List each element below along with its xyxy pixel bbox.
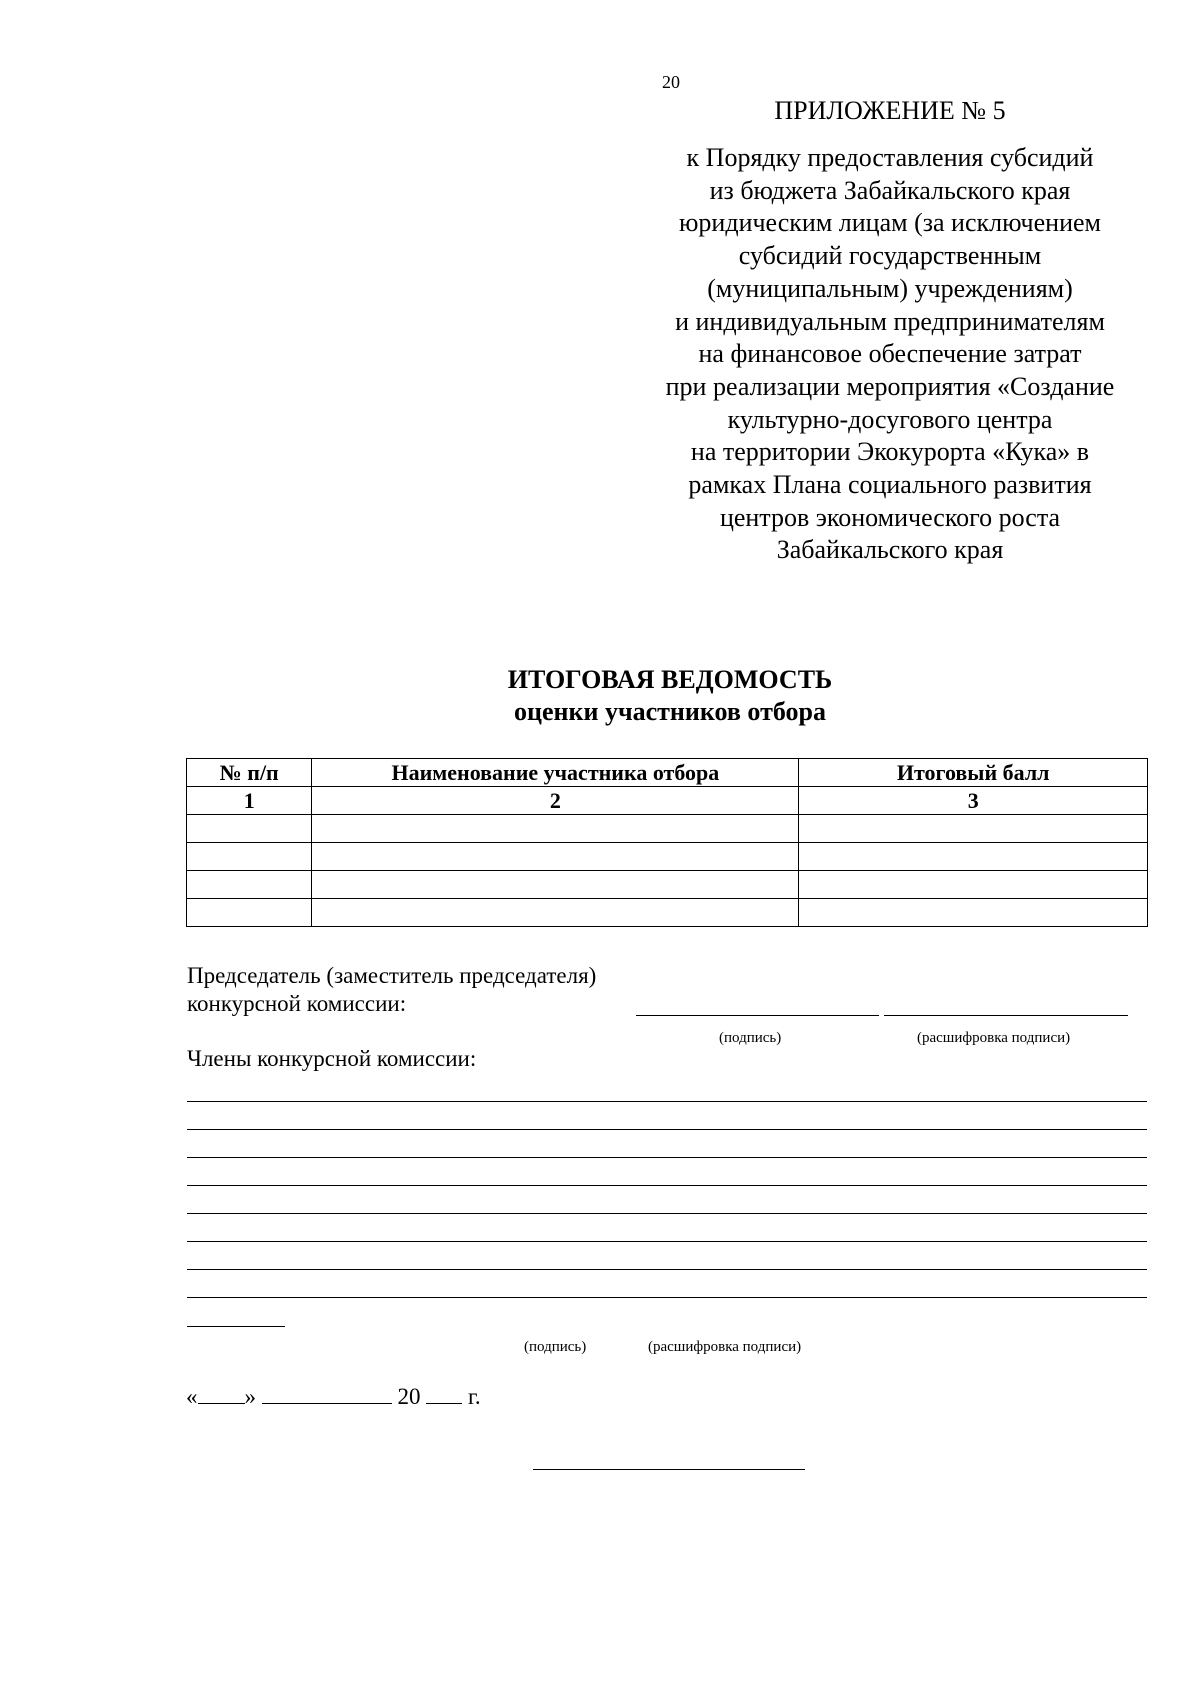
header-participant-name: Наименование участника отбора bbox=[312, 759, 799, 787]
document-subtitle: оценки участников отбора bbox=[514, 697, 826, 726]
member-signature-line[interactable] bbox=[187, 1101, 1147, 1102]
chair-label bbox=[187, 962, 596, 1018]
month-blank[interactable] bbox=[262, 1383, 392, 1404]
appendix-line: при реализации мероприятия «Создание bbox=[665, 371, 1115, 401]
appendix-line: (муниципальным) учреждениям) bbox=[707, 273, 1073, 303]
member-signature-line[interactable] bbox=[187, 1185, 1147, 1186]
table-cell[interactable] bbox=[312, 815, 799, 843]
chair-decoding-line[interactable] bbox=[884, 1015, 1128, 1016]
bottom-line bbox=[533, 1469, 805, 1470]
table-cell[interactable] bbox=[312, 843, 799, 871]
table-row bbox=[187, 899, 1148, 927]
table-cell[interactable] bbox=[187, 871, 312, 899]
members-label: Члены конкурсной комиссии: bbox=[187, 1046, 477, 1071]
date-line bbox=[186, 1383, 481, 1410]
chair-label-line: Председатель (заместитель председателя) bbox=[187, 963, 597, 988]
member-signature-line[interactable] bbox=[187, 1213, 1147, 1214]
page-number: 20 bbox=[662, 72, 680, 92]
year-blank[interactable] bbox=[426, 1383, 462, 1404]
column-number: 1 bbox=[187, 787, 312, 815]
member-signature-line[interactable] bbox=[187, 1269, 1147, 1270]
day-blank[interactable] bbox=[198, 1383, 245, 1404]
member-signature-line[interactable] bbox=[187, 1241, 1147, 1242]
year-suffix: г. bbox=[468, 1384, 481, 1409]
table-cell[interactable] bbox=[799, 815, 1148, 843]
appendix-title: ПРИЛОЖЕНИЕ № 5 bbox=[774, 96, 1006, 125]
score-table bbox=[186, 758, 1148, 927]
appendix-line: рамках Плана социального развития bbox=[688, 470, 1092, 500]
member-signature-caption: (подпись) bbox=[524, 1339, 587, 1355]
column-number: 3 bbox=[799, 787, 1148, 815]
chair-signature-caption: (подпись) bbox=[719, 1030, 782, 1046]
table-row bbox=[187, 815, 1148, 843]
chair-signature-line[interactable] bbox=[636, 1015, 879, 1016]
appendix-line: и индивидуальным предпринимателям bbox=[675, 306, 1105, 336]
header-number: № п/п bbox=[187, 759, 312, 787]
document-heading bbox=[340, 664, 1000, 728]
appendix-line: центров экономического роста bbox=[719, 502, 1061, 532]
table-cell[interactable] bbox=[799, 843, 1148, 871]
column-number: 2 bbox=[312, 787, 799, 815]
table-row bbox=[187, 871, 1148, 899]
member-signature-line[interactable] bbox=[187, 1297, 1147, 1298]
date-open-quote: « bbox=[186, 1384, 198, 1409]
member-signature-line[interactable] bbox=[187, 1157, 1147, 1158]
table-column-numbers-row bbox=[187, 787, 1148, 815]
appendix-line: к Порядку предоставления субсидий bbox=[686, 143, 1094, 172]
table-cell[interactable] bbox=[312, 871, 799, 899]
table-cell[interactable] bbox=[312, 899, 799, 927]
table-cell[interactable] bbox=[799, 899, 1148, 927]
appendix-line: юридическим лицам (за исключением bbox=[679, 208, 1101, 238]
appendix-line: на финансовое обеспечение затрат bbox=[698, 339, 1082, 369]
table-cell[interactable] bbox=[187, 815, 312, 843]
member-decoding-caption: (расшифровка подписи) bbox=[648, 1339, 802, 1355]
appendix-description bbox=[620, 142, 1160, 567]
chair-label-line: конкурсной комиссии: bbox=[187, 991, 407, 1016]
date-close-quote: » bbox=[244, 1384, 256, 1409]
header-total-score: Итоговый балл bbox=[799, 759, 1148, 787]
year-prefix: 20 bbox=[397, 1384, 421, 1409]
chair-decoding-caption: (расшифровка подписи) bbox=[917, 1030, 1071, 1046]
table-cell[interactable] bbox=[187, 899, 312, 927]
table-row bbox=[187, 843, 1148, 871]
appendix-line: из бюджета Забайкальского края bbox=[709, 175, 1071, 205]
table-cell[interactable] bbox=[799, 871, 1148, 899]
table-cell[interactable] bbox=[187, 843, 312, 871]
appendix-line: субсидий государственным bbox=[738, 241, 1042, 271]
table-header-row bbox=[187, 759, 1148, 787]
member-signature-line[interactable] bbox=[187, 1129, 1147, 1130]
appendix-line: культурно-досугового центра bbox=[727, 404, 1053, 434]
document-title: ИТОГОВАЯ ВЕДОМОСТЬ bbox=[507, 665, 833, 694]
member-short-line[interactable] bbox=[187, 1326, 285, 1327]
appendix-line: на территории Экокурорта «Кука» в bbox=[690, 437, 1090, 467]
appendix-line: Забайкальского края bbox=[776, 535, 1004, 565]
